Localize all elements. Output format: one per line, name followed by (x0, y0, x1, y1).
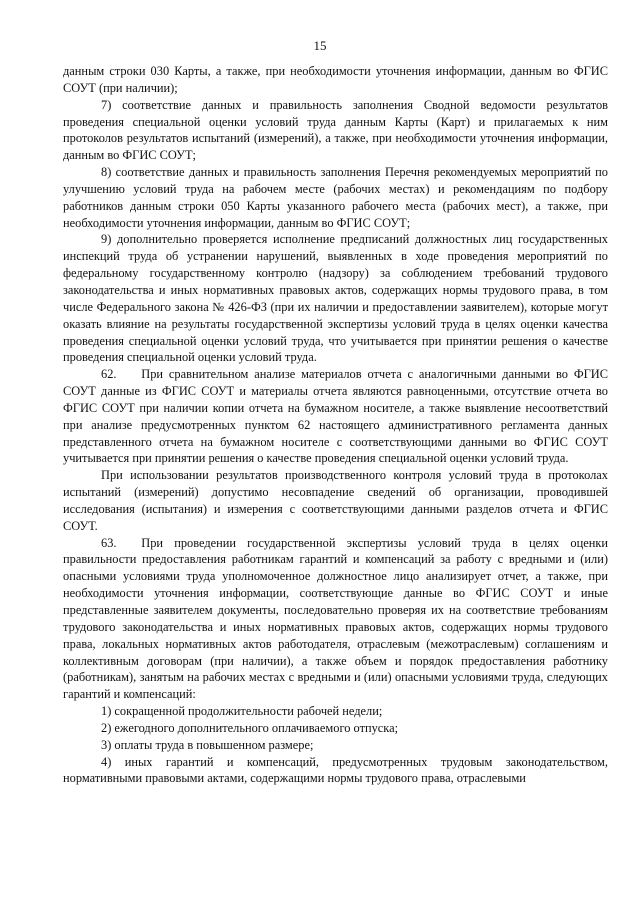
paragraph: При использовании результатов производственного контроля условий труда в протоколах испытаний (измерений) допустимо несовпадение сведений об организации, проводившей исследования (испытания) и измерения с соответствующими данными разделов отчета и ФГИС СОУТ. (63, 468, 608, 533)
paragraph: 62. При сравнительном анализе материалов отчета с аналогичными данными во ФГИС СОУТ данные из ФГИС СОУТ и материалы отчета являются равноценными, отсутствие отчета во ФГИС СОУТ при наличии копии отчета на бумажном носителе, а также выявление несоответствий при анализе предусмотренных пунктом 62 настоящего административного регламента данных представленного отчета на бумажном носителе с соответствующими данными во ФГИС СОУТ учитывается при принятии решения о качестве проведения специальной оценки условий труда. (63, 367, 608, 466)
document-body (63, 63, 608, 787)
paragraph: данным строки 030 Карты, а также, при необходимости уточнения информации, данным во ФГИС СОУТ (при наличии); (63, 64, 608, 95)
paragraph: 2) ежегодного дополнительного оплачиваемого отпуска; (101, 720, 399, 735)
paragraph: 8) соответствие данных и правильность заполнения Перечня рекомендуемых мероприятий по улучшению условий труда на рабочем месте (рабочих местах) и рекомендациям по подбору работников данным строки 050 Карты указанного рабочего места (рабочих мест), а также, при необходимости уточнения информации, данным во ФГИС СОУТ; (63, 165, 608, 230)
paragraph: 4) иных гарантий и компенсаций, предусмотренных трудовым законодательством, нормативными правовыми актами, содержащими нормы трудового права, отраслевыми (63, 754, 608, 786)
paragraph: 3) оплаты труда в повышенном размере; (101, 737, 314, 752)
paragraph: 1) сокращенной продолжительности рабочей недели; (101, 704, 383, 719)
page-number: 15 (313, 38, 327, 53)
paragraph: 9) дополнительно проверяется исполнение предписаний должностных лиц государственных инспекций труда об устранении нарушений, выявленных в ходе проведения мероприятий по федеральному государственному контролю (надзору) за соблюдением требований трудового законодательства и иных нормативных правовых актов, содержащих нормы трудового права, в том числе Федерального закона № 426-ФЗ (при их наличии и предоставлении заявителем), которые могут оказать влияние на результаты государственной экспертизы условий труда в целях оценки качества проведения специальной оценки условий труда, что учитывается при принятии решения о качестве проведения специальной оценки условий труда. (63, 232, 608, 365)
paragraph: 7) соответствие данных и правильность заполнения Сводной ведомости результатов проведения специальной оценки условий труда данным Карты (Карт) и прилагаемых к ним протоколов результатов испытаний (измерений), а также, при необходимости уточнения информации, данным во ФГИС СОУТ; (63, 97, 608, 163)
paragraph: 63. При проведении государственной экспертизы условий труда в целях оценки правильности предоставления работникам гарантий и компенсаций за работу с вредными и (или) опасными условиями труда уполномоченное должностное лицо анализирует отчет, а также, при необходимости уточнения информации, соответствующие данные во ФГИС СОУТ и иные представленные заявителем документы, последовательно проверяя их на соответствие требованиям трудового законодательства и иных нормативных правовых актов, содержащих нормы трудового права, локальных нормативных актов работодателя, отраслевым (межотраслевым) соглашениям и коллективным договорам (при наличии), а также объем и порядок предоставления работнику (работникам), занятым на рабочих местах с вредными и (или) опасными условиями труда, следующих гарантий и компенсаций: (63, 535, 608, 702)
